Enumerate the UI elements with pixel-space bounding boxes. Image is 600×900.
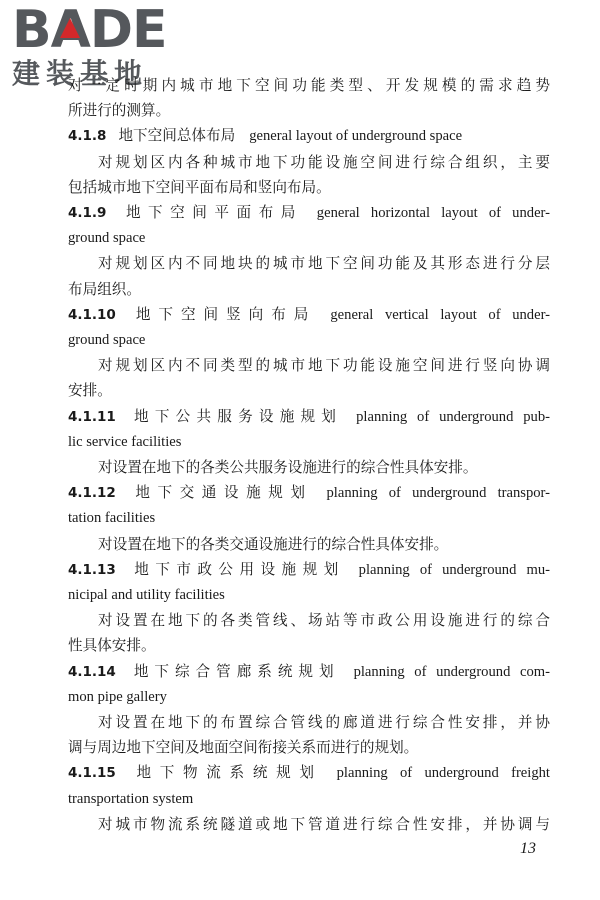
- term-description: 对规划区内各种城市地下功能设施空间进行综合组织，主要: [98, 153, 550, 171]
- term-english: planning of underground mu-: [358, 561, 550, 578]
- term-english-cont: tation facilities: [68, 510, 156, 527]
- term-chinese: 地下市政公用设施规划: [127, 560, 345, 578]
- term-number: 4.1.13: [68, 561, 116, 578]
- term-english: planning of underground com-: [353, 663, 550, 680]
- term-english: general vertical layout of under-: [330, 306, 550, 323]
- term-english-cont: nicipal and utility facilities: [68, 587, 225, 604]
- term-english-cont: transportation system: [68, 790, 194, 807]
- logo-triangle-icon: [60, 18, 80, 38]
- term-number: 4.1.8: [68, 128, 107, 145]
- term-heading: [68, 557, 550, 583]
- term-description: 对设置在地下的布置综合管线的廊道进行综合性安排，并协: [98, 714, 550, 732]
- document-page: [68, 73, 550, 837]
- term-chinese: 地下空间竖向布局: [127, 305, 317, 323]
- term-description-cont: 布局组织。: [68, 280, 141, 298]
- term-english: planning of underground pub-: [356, 408, 550, 425]
- term-description: 对设置在地下的各类交通设施进行的综合性具体安排。: [98, 535, 449, 553]
- term-chinese: 地下交通设施规划: [127, 484, 313, 502]
- term-english: general layout of underground space: [249, 128, 463, 145]
- intro-line-2: 所进行的测算。: [68, 102, 171, 120]
- term-number: 4.1.15: [68, 765, 116, 782]
- term-heading: [68, 123, 550, 149]
- logo-subtitle: 建装基地: [12, 57, 149, 90]
- logo-wordmark: BA DE: [12, 0, 167, 60]
- term-description-cont: 安排。: [68, 382, 112, 400]
- term-heading: [68, 404, 550, 430]
- term-number: 4.1.12: [68, 485, 116, 502]
- term-description: 对规划区内不同地块的城市地下空间功能及其形态进行分层: [98, 255, 550, 273]
- term-chinese: 地下空间平面布局: [118, 204, 303, 222]
- term-english-cont: lic service facilities: [68, 433, 182, 450]
- term-description: 对设置在地下的各类管线、场站等市政公用设施进行的综合: [98, 612, 550, 630]
- term-chinese: 地下空间总体布局: [118, 127, 236, 145]
- term-heading: [68, 302, 550, 328]
- term-english: planning of underground transpor-: [326, 485, 550, 502]
- term-english-cont: ground space: [68, 332, 146, 349]
- term-english: general horizontal layout of under-: [316, 205, 550, 222]
- term-number: 4.1.14: [68, 663, 116, 680]
- term-description-cont: 性具体安排。: [68, 637, 156, 655]
- term-number: 4.1.11: [68, 408, 116, 425]
- term-english-cont: ground space: [68, 230, 146, 247]
- term-heading: [68, 200, 550, 226]
- term-heading: [68, 659, 550, 685]
- term-description: 对城市物流系统隧道或地下管道进行综合性安排，并协调与: [98, 815, 550, 833]
- term-description-cont: 调与周边地下空间及地面空间衔接关系而进行的规划。: [68, 739, 419, 757]
- term-english: planning of underground freight: [336, 765, 550, 782]
- term-chinese: 地下综合管廊系统规划: [127, 662, 340, 680]
- term-description: 对设置在地下的各类公共服务设施进行的综合性具体安排。: [98, 459, 478, 477]
- term-chinese: 地下公共服务设施规划: [127, 407, 343, 425]
- term-heading: [68, 760, 550, 786]
- term-description: 对规划区内不同类型的城市地下功能设施空间进行竖向协调: [98, 357, 550, 375]
- term-description-cont: 包括城市地下空间平面布局和竖向布局。: [68, 178, 331, 196]
- page-number: 13: [520, 840, 536, 857]
- intro-line-1: 对一定时期内城市地下空间功能类型、开发规模的需求趋势: [68, 77, 550, 94]
- term-number: 4.1.10: [68, 306, 116, 323]
- term-english-cont: mon pipe gallery: [68, 688, 167, 705]
- term-number: 4.1.9: [68, 205, 107, 222]
- term-chinese: 地下物流系统规划: [127, 764, 323, 782]
- term-heading: [68, 480, 550, 506]
